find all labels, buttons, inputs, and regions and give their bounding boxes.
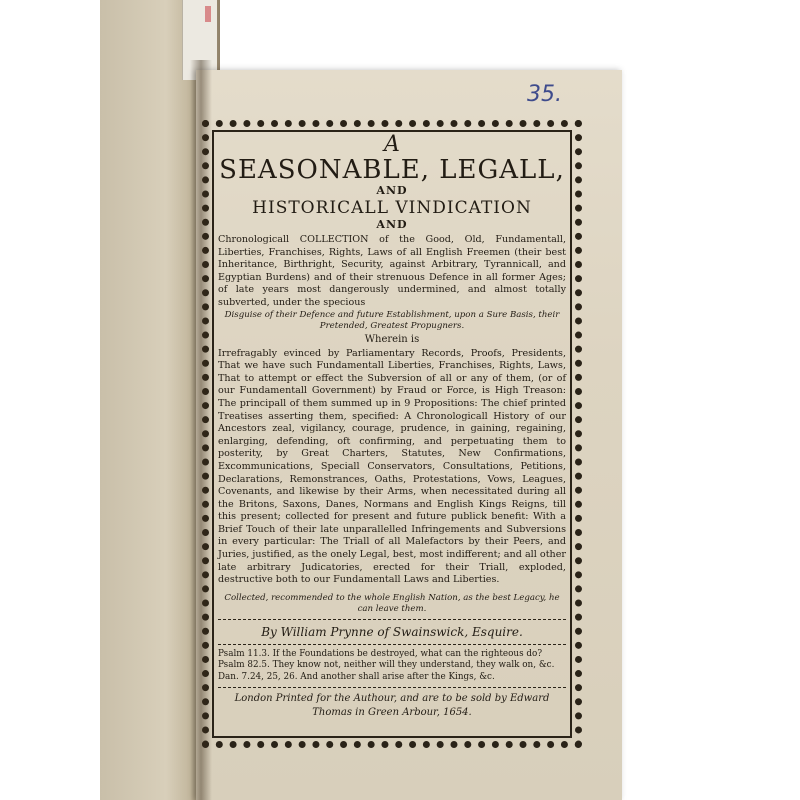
title-page [196, 70, 622, 800]
binding-shadow [190, 60, 212, 800]
title-line-and-2: AND [376, 218, 408, 231]
psalm-citation: Dan. 7.24, 25, 26. And another shall arise after the Kings, &c. [218, 671, 495, 682]
psalm-citation: Psalm 82.5. They know not, neither will they understand, they walk on, &c. [218, 660, 555, 671]
rule-top [218, 619, 566, 620]
body-text: Irrefragably evinced by Parliamentary Records, Proofs, Presidents, That we have such Fundamentall Liberties, Franchises, Rights, Laws, That to attempt or effect the Subversion of all or any of them, (or of our Fundamentall Government) by Fraud or Force, is High Treason: The principall of them summed up in 9 Propositions: The chief printed Treatises asserting them, specified: A Chronologicall History of our Ancestors zeal, vigilancy, courage, prudence, in gaining, regaining, enlarging, defending, oft confirming, and perpetuating them to posterity, by Great Charters, Statutes, New Confirmations, Excommunications, Speciall Conservators, Consultations, Petitions, Declarations, Remonstrances, Oaths, Protestations, Vows, Leagues, Covenants, and likewise by their Arms, when necessitated during all the Britons, Saxons, Danes, Normans and English Kings Reigns, till this present; collected for present and future publick benefit: With a Brief Touch of their late unparallelled Infringements and Subversions in every particular: The Triall of all Malefactors by their Peers, and Juries, justified, as the onely Legal, best, most indifferent; and all other late arbitrary Judicatories, erected for their Triall, exploded, destructive both to our Fundamentall Laws and Liberties. [218, 347, 566, 586]
subtitle-text: Chronologicall COLLECTION of the Good, Old, Fundamentall, Liberties, Franchises, Rights, Laws of all English Freemen (their best Inheritance, Birthright, Security, against Arbitrary, Tyrannicall, and Egyptian Burdens) and of their strenuous Defence in all former Ages; of late years most dangerously undermined, and almost totally subverted, under the specious [218, 234, 566, 308]
title-line-and-1: AND [376, 184, 408, 197]
author-line: By William Prynne of Swainswick, Esquire. [261, 624, 523, 639]
rule-bottom [218, 644, 566, 645]
title-line-a: A [384, 132, 400, 157]
folio-number: 35. [527, 82, 562, 107]
imprint-line-2: Thomas in Green Arbour, 1654. [312, 707, 472, 719]
psalm-citation: Psalm 11.3. If the Foundations be destroyed, what can the righteous do? [218, 648, 543, 659]
pink-marker [205, 6, 211, 22]
imprint-line-1: London Printed for the Authour, and are to be sold by Edward [234, 693, 550, 705]
wherein-label: Wherein is [364, 333, 420, 345]
title-line-seasonable: SEASONABLE, LEGALL, [219, 155, 565, 185]
collected-note: Collected, recommended to the whole English Nation, as the best Legacy, he can leave them. [224, 592, 560, 614]
subtitle-end: Disguise of their Defence and future Establishment, upon a Sure Basis, their Pretended, Greatest Propugners. [224, 309, 560, 331]
title-line-historicall: HISTORICALL VINDICATION [252, 198, 532, 218]
rule-imprint [218, 687, 566, 688]
title-page-content [218, 134, 566, 720]
